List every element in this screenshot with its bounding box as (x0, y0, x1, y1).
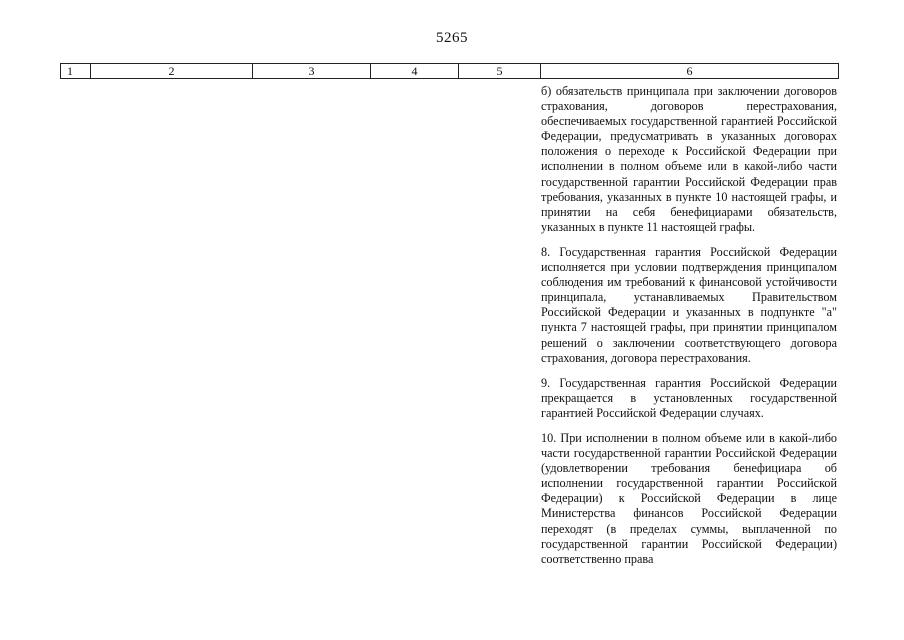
column-number-cell: 6 (541, 64, 839, 79)
paragraph-7b: б) обязательств принципала при заключении договоров страхования, договоров перестрахования, обеспечиваемых государственной гарантией Российской Федерации, предусматривать в указанных договорах положения о переходе к Российской Федерации при исполнении в полном объеме или в какой-либо части государственной гарантии Российской Федерации прав требования, указанных в пункте 10 настоящей графы, и принятии на себя бенефициарами обязательств, указанных в пункте 11 настоящей графы. (541, 84, 837, 234)
paragraph-8: 8. Государственная гарантия Российской Федерации исполняется при условии подтверждения принципалом соблюдения им требований к финансовой устойчивости принципала, устанавливаемых Правительством Российской Федерации и указанных в подпункте "а" пункта 7 настоящей графы, при принятии принципалом решений о заключении соответствующего договора страхования, договора перестрахования. (541, 244, 837, 365)
column-number-cell: 3 (253, 64, 371, 79)
column-number-cell: 5 (459, 64, 541, 79)
column-header-table (60, 63, 839, 79)
column-number-cell: 1 (61, 64, 91, 79)
column-number-row (61, 64, 839, 79)
column-number-cell: 2 (91, 64, 253, 79)
paragraph-9: 9. Государственная гарантия Российской Федерации прекращается в установленных государственной гарантией Российской Федерации случаях. (541, 375, 837, 420)
column-6-text (541, 84, 837, 577)
paragraph-10: 10. При исполнении в полном объеме или в какой-либо части государственной гарантии Российской Федерации (удовлетворении требования бенефициара об исполнении государственной гарантии Российской Федерации) к Российской Федерации в лице Министерства финансов Российской Федерации переходят (в пределах суммы, выплаченной по государственной гарантии Российской Федерации) соответственно права (541, 430, 837, 566)
column-number-cell: 4 (371, 64, 459, 79)
page-number: 5265 (436, 30, 468, 46)
